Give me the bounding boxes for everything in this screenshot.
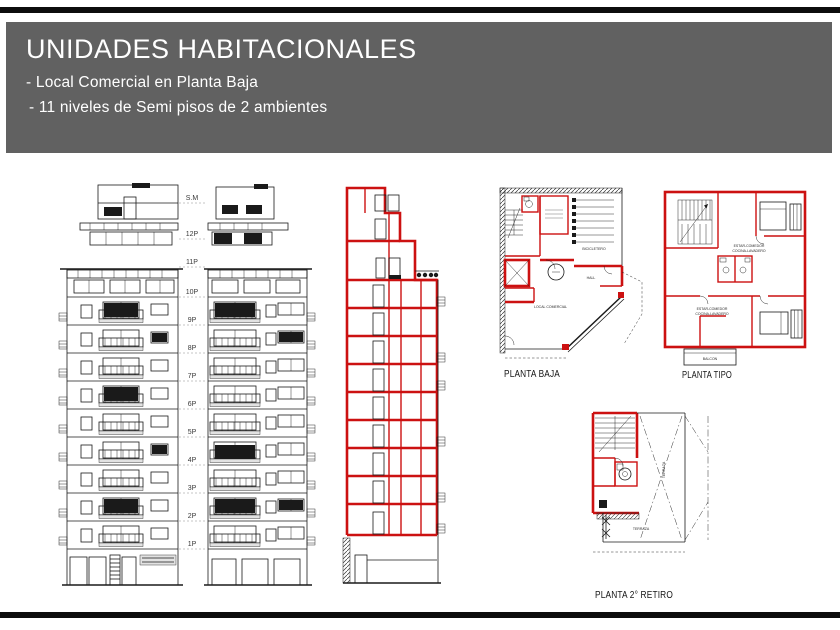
elevation-roof-right [216,184,274,219]
floor-label: 2P [187,513,197,520]
plan-title-planta-baja: PLANTA BAJA [504,369,561,380]
page-title: UNIDADES HABITACIONALES [26,34,417,64]
unit-b-label [695,307,729,316]
floor-label: 12P [185,231,199,238]
planta-tipo-drawing [660,186,810,390]
floor-label: S.M [185,195,199,202]
elevation-typical-floors [59,297,315,549]
bullet-local-comercial: - Local Comercial en Planta Baja [26,74,259,91]
planta-baja-drawing [494,186,650,386]
floor-label: 5P [187,429,197,436]
svg-text:COCINA-LAVADERO: COCINA-LAVADERO [695,312,729,316]
svg-text:ESTAR-COMEDOR: ESTAR-COMEDOR [696,307,728,311]
floor-label: 8P [187,345,197,352]
planta-retiro-svg [575,402,720,606]
svg-text:COCINA-LAVADERO: COCINA-LAVADERO [732,249,766,253]
header-banner [6,22,832,153]
elevation-floor-labels [179,195,205,549]
floor-label: 7P [187,373,197,380]
wc [522,196,538,212]
elevation-dark-windows [104,303,303,513]
section-ground [343,280,441,583]
section-drawing [343,183,445,593]
plan-title-planta-tipo: PLANTA TIPO [682,370,733,381]
elevation-roof-left [98,183,178,219]
floor-label: 9P [187,317,197,324]
elevation-12p-right [208,223,288,245]
section-roof-railing [415,271,439,277]
bath [615,458,631,480]
room-label-hall: HALL [586,276,596,280]
floor-label: 4P [187,457,197,464]
plan-title-planta-retiro: PLANTA 2° RETIRO [595,590,674,601]
room-label-terraza-h: TERRAZA [632,527,650,531]
bed-lower [760,310,802,338]
unit-a-label [732,244,766,253]
elevation-ground-floor [62,555,312,585]
balcony [684,349,736,365]
stairs [595,416,635,452]
storage-room [540,196,568,234]
bullet-niveles: - 11 niveles de Semi pisos de 2 ambientes [29,99,328,116]
room-label-terraza-v: TERRAZA [662,461,666,479]
room-label-local: LOCAL COMERCIAL [534,305,568,309]
svg-text:ESTAR-COMEDOR: ESTAR-COMEDOR [733,244,765,248]
planta-tipo-svg [660,186,810,390]
room-label-balcon: BALCON [702,357,718,361]
planta-retiro-drawing [575,402,720,606]
stairs [678,200,712,244]
floor-label: 1P [187,541,197,548]
bed-upper [760,202,801,230]
section-svg [343,183,445,593]
stairs [505,208,523,238]
floor-label: 10P [185,289,199,296]
room-label-bicicletero: BICICLETERO [582,247,606,251]
planta-baja-svg [494,186,650,386]
elevation-svg [58,183,314,595]
elevation-drawing [58,183,314,595]
bicicletero [572,198,614,251]
elevation-12p-left [80,223,178,245]
top-divider-bar [0,7,840,13]
floor-label: 11P [186,259,198,266]
floor-label: 3P [187,485,197,492]
floor-label: 6P [187,401,197,408]
terrace [593,413,708,552]
bottom-divider-bar [0,612,840,618]
